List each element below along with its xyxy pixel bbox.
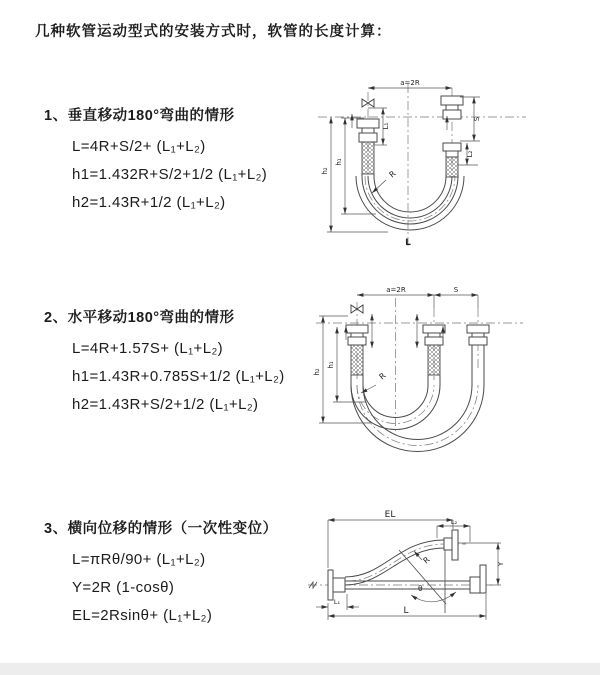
middle-braided-hose-section <box>428 345 440 375</box>
section-lateral-displacement <box>44 517 334 630</box>
left-flange <box>328 570 345 600</box>
left-braided-hose-section <box>362 142 374 174</box>
hose-body <box>356 174 464 230</box>
hose-body <box>351 345 484 452</box>
dim-label-l2: L₂ <box>450 518 458 526</box>
right-braided-hose-section <box>446 157 458 177</box>
dim-label-s: S <box>473 116 481 122</box>
dim-label-a2r: a=2R <box>400 79 420 87</box>
dim-label-l: L <box>405 238 411 248</box>
dim-label-l: L <box>403 606 409 616</box>
dim-label-l1: L₁ <box>333 598 341 606</box>
left-braided-hose-section <box>351 345 363 375</box>
dimension-lines <box>316 520 501 620</box>
centerlines <box>316 298 523 445</box>
construction-lines <box>399 545 446 613</box>
angle-label: θ <box>418 584 423 593</box>
right-fitting <box>467 325 489 345</box>
dim-label-h1: h₁ <box>327 361 335 369</box>
formula-el: EL=2Rsinθ+ (L₁+L₂) <box>72 607 213 624</box>
section-2-heading: 2、水平移动180°弯曲的情形 <box>44 310 235 326</box>
formula-h2: h2=1.43R+S/2+1/2 (L₁+L₂) <box>72 396 259 413</box>
upper-right-flange <box>444 530 458 560</box>
centerlines <box>318 84 526 246</box>
diagram-horizontal-180-bend <box>308 280 588 460</box>
formula-h1: h1=1.43R+0.785S+1/2 (L₁+L₂) <box>72 368 285 385</box>
dim-label-a2r: a=2R <box>386 286 406 294</box>
section-vertical-180 <box>44 104 334 217</box>
dim-label-y: Y <box>497 561 505 567</box>
dim-label-h2: h₂ <box>321 167 329 175</box>
radius-label: R <box>377 371 388 382</box>
diagram-vertical-180-bend <box>308 66 588 256</box>
dim-label-h1: h₁ <box>335 158 343 166</box>
section-1-heading: 1、垂直移动180°弯曲的情形 <box>44 108 235 124</box>
left-fitting <box>346 325 368 345</box>
formula-length: L=4R+1.57S+ (L₁+L₂) <box>72 340 224 357</box>
right-fitting-upper <box>441 96 463 119</box>
left-fitting <box>357 119 379 142</box>
section-horizontal-180 <box>44 306 334 419</box>
formula-length: L=4R+S/2+ (L₁+L₂) <box>72 138 206 155</box>
diagram-lateral-displacement <box>298 500 598 670</box>
middle-fitting <box>423 325 445 345</box>
dim-label-h2: h₂ <box>313 368 321 376</box>
dim-label-l2: L₂ <box>466 150 474 158</box>
lower-right-flange <box>470 565 486 593</box>
dimension-labels <box>334 510 505 616</box>
dim-label-el: EL <box>384 510 396 520</box>
formula-h2: h2=1.43R+1/2 (L₁+L₂) <box>72 194 226 211</box>
formula-h1: h1=1.432R+S/2+1/2 (L₁+L₂) <box>72 166 268 183</box>
dimension-lines <box>319 295 478 423</box>
page-bottom-edge <box>0 663 600 675</box>
formula-y: Y=2R (1-cosθ) <box>72 579 175 596</box>
page-title: 几种软管运动型式的安装方式时，软管的长度计算： <box>35 24 392 40</box>
formula-length: L=πRθ/90+ (L₁+L₂) <box>72 551 206 568</box>
right-fitting-lower <box>443 143 461 157</box>
dim-label-s: S <box>453 286 459 294</box>
dim-label-l1: L₁ <box>382 122 390 130</box>
section-3-heading: 3、横向位移的情形（一次性变位） <box>44 521 278 537</box>
radius-label: R <box>387 169 398 180</box>
radius-label: R <box>421 555 432 566</box>
